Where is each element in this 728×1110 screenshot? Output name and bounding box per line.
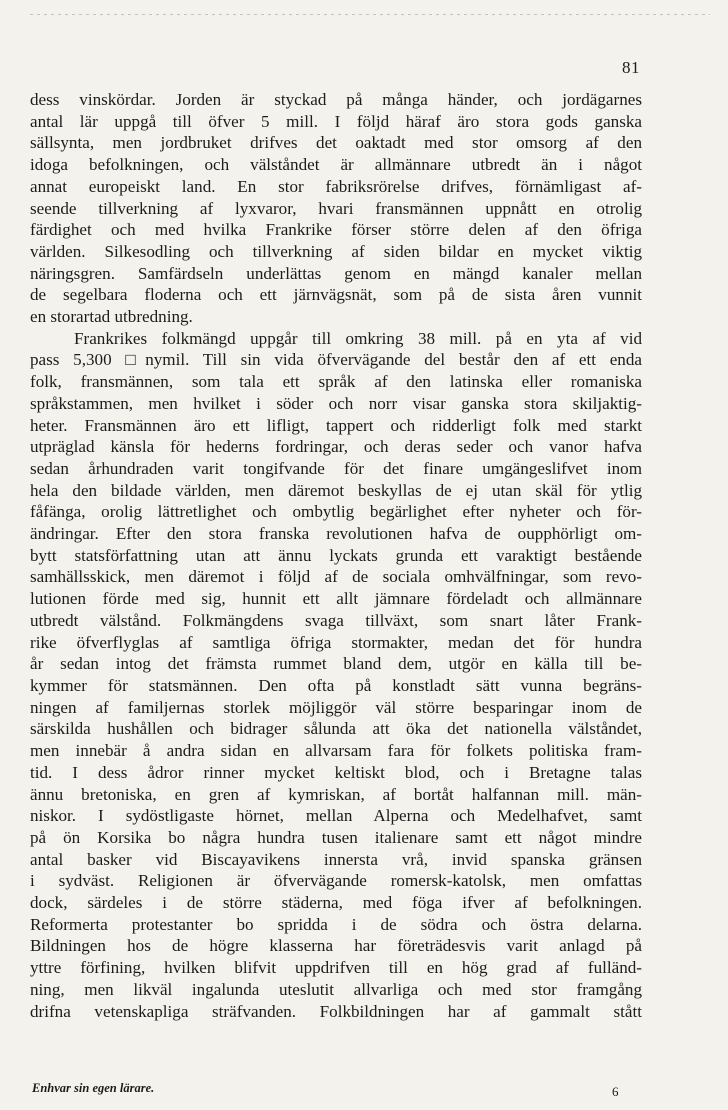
- text-line: seende tillverkning af lyxvaror, hvari fransmännen uppnått en otrolig: [30, 198, 642, 218]
- text-line: hela den bildade världen, men däremot beskyllas de ej utan skäl för ytlig: [30, 480, 642, 500]
- text-line: ningen af familjernas storlek möjliggör väl större besparingar inom de: [30, 697, 642, 717]
- text-line: dess vinskördar. Jorden är styckad på många händer, och jordägarnes: [30, 90, 642, 109]
- text-line: särskilda hushållen och bidrager sålunda att öka det nationella välståndet,: [30, 719, 642, 739]
- text-line: samhällsskick, men däremot i följd af de sociala omhvälfningar, som revo-: [30, 567, 642, 587]
- footer-sheet-mark: 6: [612, 1084, 619, 1099]
- text-line: en storartad utbredning.: [30, 307, 193, 327]
- text-line: världen. Silkesodling och tillverkning af siden bildar en mycket viktig: [30, 241, 642, 261]
- text-line: utbredt välstånd. Folkmängdens svaga tillväxt, som snart låter Frank-: [30, 610, 642, 630]
- text-line: dock, särdeles i de större städerna, med föga ifver af befolkningen.: [30, 893, 642, 913]
- text-line: Bildningen hos de högre klasserna har företrädesvis varit anlagd på: [30, 936, 642, 956]
- text-line: drifna vetenskapliga sträfvanden. Folkbildningen har af gammalt stått: [30, 1001, 642, 1021]
- text-line: heter. Fransmännen äro ett lifligt, tappert och ridderligt folk med starkt: [30, 415, 642, 435]
- text-line: idoga befolkningen, och välståndet är allmännare utbredt än i något: [30, 155, 642, 175]
- text-line: på ön Korsika bo några hundra tusen italienare samt ett något mindre: [30, 827, 642, 847]
- text-line: sedan århundraden varit tongifvande för det finare umgängeslifvet inom: [30, 458, 642, 478]
- text-line: kymmer för statsmännen. Den ofta på konstladt sätt vunna begräns-: [30, 675, 642, 695]
- text-line: färdighet och med hvilka Frankrike förser större delen af den öfriga: [30, 220, 642, 240]
- body-text: [30, 89, 642, 1022]
- text-line: folk, fransmännen, som tala ett språk af den latinska eller romaniska: [30, 372, 642, 392]
- text-line: fåfänga, orolig lättretlighet och ombytlig begärlighet efter nyheter och för-: [30, 502, 642, 522]
- text-line: ännu bretoniska, en gren af kymriskan, af bortåt halfannan mill. män-: [30, 784, 642, 804]
- text-line: bytt statsförfattning utan att ännu lyckats grunda ett varaktigt bestående: [30, 545, 642, 565]
- text-line: men innebär å andra sidan en allvarsam fara för folkets politiska fram-: [30, 741, 642, 761]
- text-line: utpräglad känsla för hederns fordringar, och deras seder och vanor hafva: [30, 437, 642, 457]
- text-line: rike öfverflyglas af samtliga öfriga stormakter, medan det för hundra: [30, 632, 642, 652]
- page-number: 81: [622, 58, 640, 77]
- text-line: år sedan intog det främsta rummet bland dem, utgör en källa till be-: [30, 654, 642, 674]
- text-line: språkstammen, men hvilket i söder och norr visar ganska stora skiljaktig-: [30, 393, 642, 413]
- top-edge-rule: [30, 14, 710, 15]
- text-line: Reformerta protestanter bo spridda i de södra och östra delarna.: [30, 914, 642, 934]
- text-line: tid. I dess ådror rinner mycket keltiskt blod, och i Bretagne talas: [30, 762, 642, 782]
- text-line: niskor. I sydöstligaste hörnet, mellan Alperna och Medelhafvet, samt: [30, 806, 642, 826]
- text-line: yttre förfining, hvilken blifvit uppdrifven till en hög grad af fulländ-: [30, 958, 642, 978]
- footer-signature: Enhvar sin egen lärare.: [32, 1081, 155, 1095]
- text-line: pass 5,300 □nymil. Till sin vida öfvervägande del består den af ett enda: [30, 350, 642, 370]
- text-line: ändringar. Efter den stora franska revolutionen hafva de oupphörligt om-: [30, 524, 642, 544]
- text-line: lutionen förde med sig, hunnit ett allt jämnare fördeladt och allmännare: [30, 589, 642, 609]
- text-line: ning, men likväl ingalunda uteslutit allvarliga och med stor framgång: [30, 979, 642, 999]
- text-line: annat europeiskt land. En stor fabriksrörelse drifves, förnämligast af-: [30, 176, 642, 196]
- text-line: i sydväst. Religionen är öfvervägande romersk-katolsk, men omfattas: [30, 871, 642, 891]
- text-line: antal basker vid Biscayavikens innersta vrå, invid spanska gränsen: [30, 849, 642, 869]
- text-line: näringsgren. Samfärdseln underlättas genom en mängd kanaler mellan: [30, 263, 642, 283]
- text-line: Frankrikes folkmängd uppgår till omkring 38 mill. på en yta af vid: [74, 328, 642, 348]
- text-line: antal lär uppgå till öfver 5 mill. I följd häraf äro stora gods ganska: [30, 111, 642, 131]
- text-line: de segelbara floderna och ett järnvägsnät, som på de sista åren vunnit: [30, 285, 642, 305]
- text-line: sällsynta, men jordbruket drifves det oaktadt med stor omsorg af den: [30, 133, 642, 153]
